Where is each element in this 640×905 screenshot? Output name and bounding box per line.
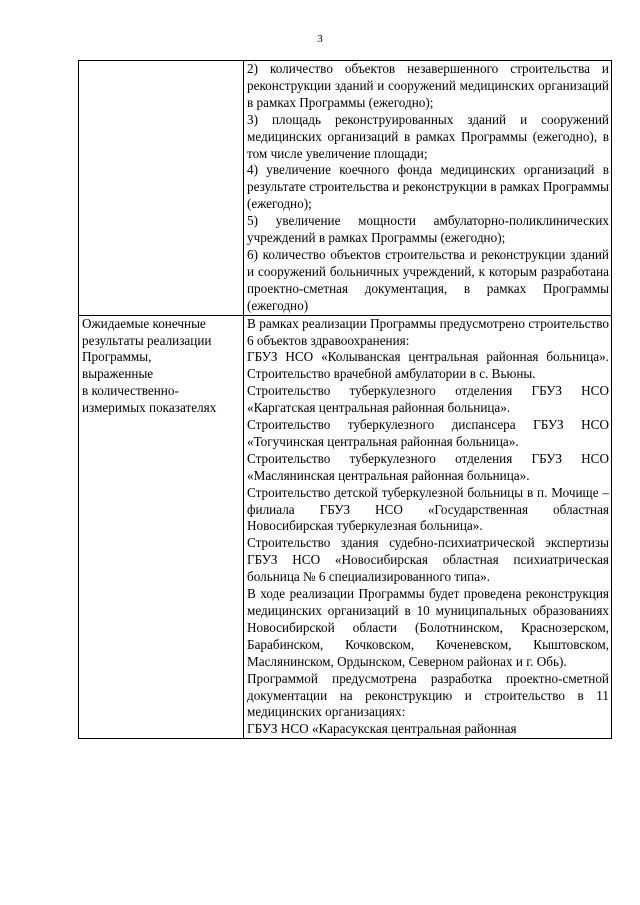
results-paragraph: Строительство здания судебно-психиатрической экспертизы ГБУЗ НСО «Новосибирская областная психиатрическая больница № 6 специализированного типа». <box>247 535 609 585</box>
target-indicator-item: 3) площадь реконструированных зданий и сооружений медицинских организаций в рамках Программы (ежегодно), в том числе увеличение площади; <box>247 111 609 161</box>
label-line: в количественно- <box>82 383 179 399</box>
row-label-cell <box>79 61 244 316</box>
row-content-cell <box>244 315 612 739</box>
results-paragraph: В ходе реализации Программы будет проведена реконструкция медицинских организаций в 10 муниципальных образованиях Новосибирской области (Болотнинском, Краснозерском, Барабинском, Кочковском, Коченевском, Кыштовском, Маслянинском, Ордынском, Северном районах и г. Обь). <box>247 586 609 669</box>
table-row <box>79 315 612 739</box>
label-line: Ожидаемые конечные <box>82 315 206 331</box>
label-line: выраженные <box>82 366 154 382</box>
target-indicator-item: 2) количество объектов незавершенного строительства и реконструкции зданий и сооружений медицинских организаций в рамках Программы (ежегодно); <box>247 61 609 110</box>
results-paragraph: Строительство туберкулезного отделения ГБУЗ НСО «Маслянинская центральная районная больница». <box>247 450 609 483</box>
results-paragraph: В рамках реализации Программы предусмотрено строительство 6 объектов здравоохранения: <box>247 315 609 348</box>
target-indicator-item: 6) количество объектов строительства и реконструкции зданий и сооружений больничных учреждений, к которым разработана проектно-сметная документация, в рамках Программы (ежегодно) <box>247 246 609 313</box>
page-number: 3 <box>317 33 323 45</box>
target-indicator-item: 5) увеличение мощности амбулаторно-поликлинических учреждений в рамках Программы (ежегодно); <box>247 213 609 246</box>
results-paragraph: ГБУЗ НСО «Карасукская центральная районная <box>247 721 517 737</box>
program-passport-table <box>78 60 612 739</box>
results-paragraph: Программой предусмотрена разработка проектно-сметной документации на реконструкцию и строительство в 11 медицинских организациях: <box>247 670 609 720</box>
row-label-cell <box>79 315 244 739</box>
results-paragraph: ГБУЗ НСО «Колыванская центральная районная больница». Строительство врачебной амбулатории в с. Вьюны. <box>247 349 609 382</box>
label-line: результаты реализации <box>82 332 212 348</box>
expected-results-label <box>82 316 241 417</box>
label-line: измеримых показателях <box>82 400 217 416</box>
results-paragraph: Строительство туберкулезного отделения ГБУЗ НСО «Каргатская центральная районная больница». <box>247 383 609 416</box>
results-paragraph: Строительство туберкулезного диспансера ГБУЗ НСО «Тогучинская центральная районная больница». <box>247 417 609 449</box>
label-line: Программы, <box>82 349 152 365</box>
table-row <box>79 61 612 316</box>
results-paragraph: Строительство детской туберкулезной больницы в п. Мочище – филиала ГБУЗ НСО «Государственная областная Новосибирская туберкулезная больница». <box>247 484 609 534</box>
row-content-cell <box>244 61 612 316</box>
target-indicator-item: 4) увеличение коечного фонда медицинских организаций в результате строительства и реконструкции в рамках Программы (ежегодно); <box>247 162 609 212</box>
